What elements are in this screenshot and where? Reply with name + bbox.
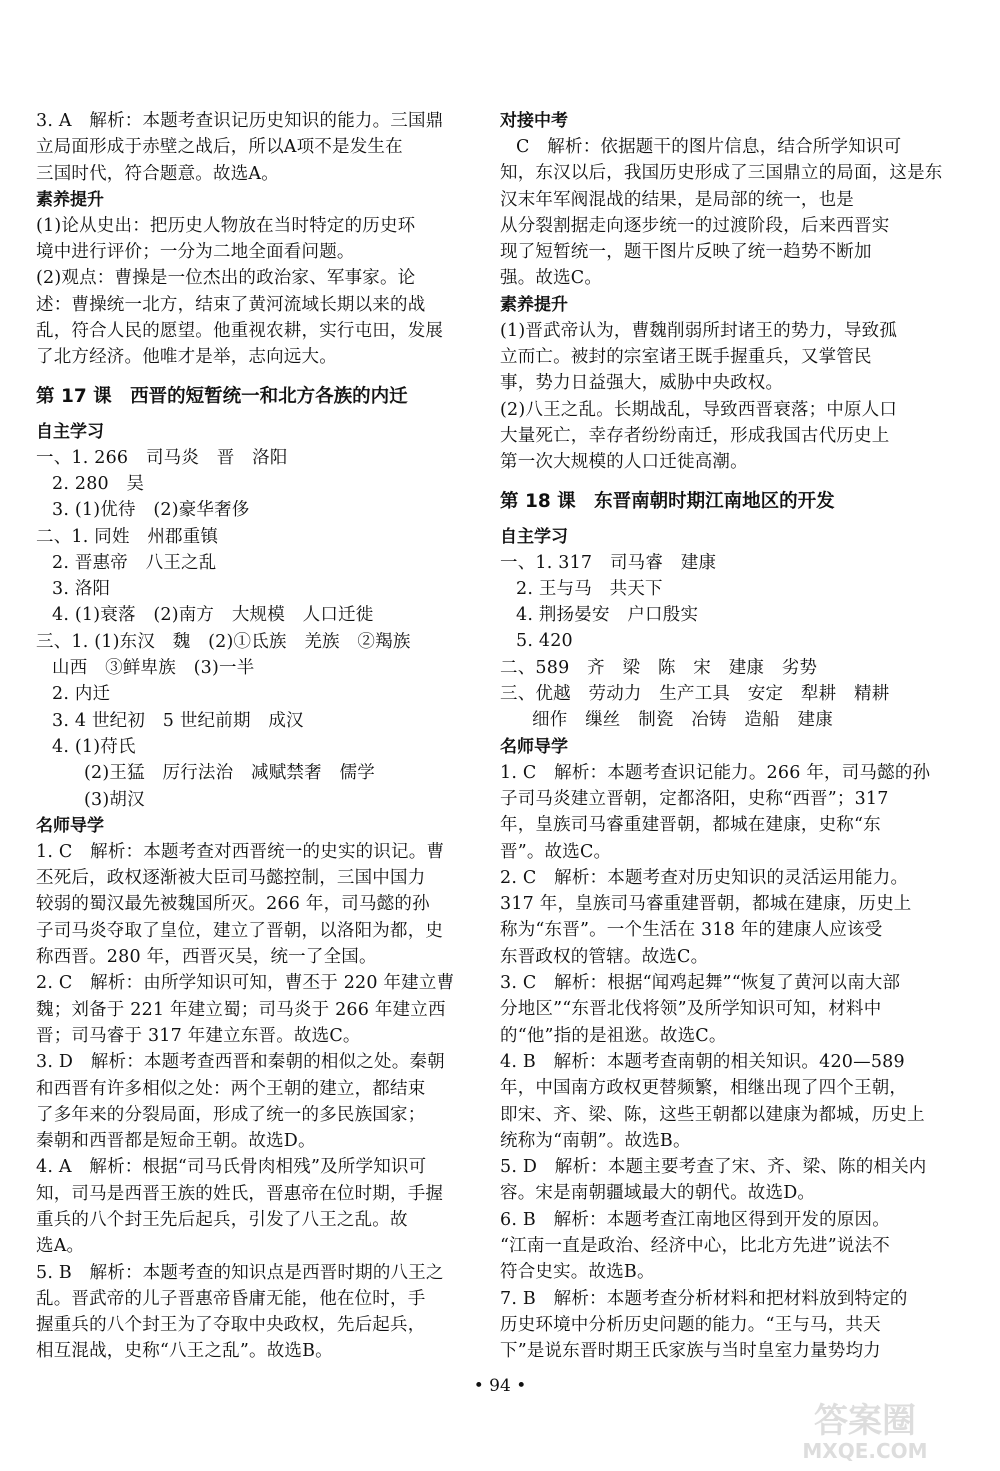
svg-text:MXQE.COM: MXQE.COM xyxy=(802,1439,928,1462)
section-heading-mingshi-right: 名师导学 xyxy=(500,736,568,757)
text-line: “江南一直是政治、经济中心，比北方先进”说法不 xyxy=(500,1235,890,1256)
text-line: 握重兵的八个封王为了夺取中央政权，先后起兵， xyxy=(36,1315,426,1336)
text-line: 4. A 解析：根据“司马氏骨肉相残”及所学知识可 xyxy=(36,1157,427,1178)
text-line: 重兵的八个封王先后起兵，引发了八王之乱。故 xyxy=(36,1209,408,1230)
text-line: 符合史实。故选B。 xyxy=(500,1262,655,1283)
text-line: 5. D 解析：本题主要考查了宋、齐、梁、陈的相关内 xyxy=(500,1157,927,1178)
text-line: 境中进行评价；一分为二地全面看问题。 xyxy=(36,242,355,263)
text-line: 选A。 xyxy=(36,1236,85,1257)
text-line: 一、1. 266 司马炎 晋 洛阳 xyxy=(36,447,288,468)
text-line: 山西 ③鲜卑族 (3)一半 xyxy=(52,658,255,679)
text-line: 三、优越 劳动力 生产工具 安定 犁耕 精耕 xyxy=(500,684,890,705)
text-line: 子司马炎夺取了皇位，建立了晋朝，以洛阳为都，史 xyxy=(36,920,444,941)
text-line: 晋；司马睿于 317 年建立东晋。故选C。 xyxy=(36,1025,361,1046)
duijie-block xyxy=(500,134,944,292)
text-line: 即宋、齐、梁、陈，这些王朝都以建康为都城，历史上 xyxy=(500,1104,925,1125)
text-line: 统称为“南朝”。故选B。 xyxy=(500,1130,691,1151)
text-line: 和西晋有许多相似之处：两个王朝的建立，都结束 xyxy=(36,1078,426,1099)
text-line: 细作 缫丝 制瓷 冶铸 造船 建康 xyxy=(532,710,833,731)
zizhu-block-right xyxy=(500,550,944,734)
section-heading-zizhu-right: 自主学习 xyxy=(500,526,568,547)
text-line: 317 年，皇族司马睿重建晋朝，都城在建康，历史上 xyxy=(500,894,912,915)
text-line: 子司马炎建立晋朝，定都洛阳，史称“西晋”；317 xyxy=(500,788,889,809)
text-line: 了多年来的分裂局面，形成了统一的多民族国家； xyxy=(36,1104,426,1125)
text-line: 知，司马是西晋王族的姓氏，晋惠帝在位时期，手握 xyxy=(36,1183,444,1204)
text-line: 4. 荆扬晏安 户口殷实 xyxy=(516,605,699,626)
text-line: 从分裂割据走向逐步统一的过渡阶段，后来西晋实 xyxy=(500,215,890,236)
text-line: (3)胡汉 xyxy=(84,789,145,810)
text-line: 称西晋。280 年，西晋灭吴，统一了全国。 xyxy=(36,947,377,968)
text-line: 历史环境中分析历史问题的能力。“王与马，共天 xyxy=(500,1314,881,1335)
text-line: 立局面形成于赤壁之战后，所以A项不是发生在 xyxy=(36,137,403,158)
text-line: 较弱的蜀汉最先被魏国所灭。266 年，司马懿的孙 xyxy=(36,894,430,915)
text-line: 大量死亡，幸存者纷纷南迁，形成我国古代历史上 xyxy=(500,425,890,446)
text-line: 丕死后，政权逐渐被大臣司马懿控制，三国中国力 xyxy=(36,868,426,889)
text-line: 述：曹操统一北方，结束了黄河流域长期以来的战 xyxy=(36,294,426,315)
text-line: 7. B 解析：本题考查分析材料和把材料放到特定的 xyxy=(500,1288,908,1309)
text-line: 分地区”“东晋北伐将领”及所学知识可知，材料中 xyxy=(500,999,882,1020)
lesson-17-title: 第 17 课 西晋的短暂统一和北方各族的内迁 xyxy=(36,385,408,407)
text-line: 第一次大规模的人口迁徙高潮。 xyxy=(500,452,748,473)
text-line: 秦朝和西晋都是短命王朝。故选D。 xyxy=(36,1131,316,1152)
text-line: 2. 280 吴 xyxy=(52,473,145,494)
text-line: 一、1. 317 司马睿 建康 xyxy=(500,552,717,573)
text-line: 三、1. (1)东汉 魏 (2)①氐族 羌族 ②羯族 xyxy=(36,631,411,652)
text-line: 5. 420 xyxy=(516,631,573,652)
text-line: 3. (1)优待 (2)豪华奢侈 xyxy=(52,500,250,521)
text-line: 2. C 解析：本题考查对历史知识的灵活运用能力。 xyxy=(500,867,909,888)
text-line: 晋”。故选C。 xyxy=(500,841,612,862)
text-line: 东晋政权的管辖。故选C。 xyxy=(500,946,709,967)
mingshi-block-right xyxy=(500,760,944,1365)
text-line: 3. A 解析：本题考查识记历史知识的能力。三国鼎 xyxy=(36,111,444,131)
section-heading-mingshi: 名师导学 xyxy=(36,815,104,836)
left-column xyxy=(36,108,468,1365)
text-line: 了北方经济。他唯才是举，志向远大。 xyxy=(36,347,337,368)
text-line: (1)论从史出：把历史人物放在当时特定的历史环 xyxy=(36,215,416,236)
text-line: 6. B 解析：本题考查江南地区得到开发的原因。 xyxy=(500,1209,890,1230)
text-line: (2)王猛 厉行法治 减赋禁奢 儒学 xyxy=(84,763,375,784)
text-line: 立而亡。被封的宗室诸王既手握重兵，又掌管民 xyxy=(500,347,872,368)
text-line: 4. (1)衰落 (2)南方 大规模 人口迁徙 xyxy=(52,605,374,626)
answer-block-3 xyxy=(36,108,468,187)
text-line: 二、589 齐 梁 陈 宋 建康 劣势 xyxy=(500,657,818,678)
suyang-block xyxy=(36,213,468,371)
lesson-18-title: 第 18 课 东晋南朝时期江南地区的开发 xyxy=(500,490,835,512)
text-line: 相互混战，史称“八王之乱”。故选B。 xyxy=(36,1341,333,1362)
section-heading-duijie: 对接中考 xyxy=(500,111,568,131)
text-line: 称为“东晋”。一个生活在 318 年的建康人应该受 xyxy=(500,920,883,941)
text-line: 三国时代，符合题意。故选A。 xyxy=(36,163,279,184)
text-line: 5. B 解析：本题考查的知识点是西晋时期的八王之 xyxy=(36,1262,444,1283)
mingshi-block xyxy=(36,839,468,1365)
text-line: C 解析：依据题干的图片信息，结合所学知识可 xyxy=(516,137,902,157)
right-column xyxy=(500,108,944,1364)
text-line: 4. (1)苻氏 xyxy=(52,736,136,757)
text-line: 二、1. 同姓 州郡重镇 xyxy=(36,526,219,547)
text-line: 3. D 解析：本题考查西晋和秦朝的相似之处。秦朝 xyxy=(36,1052,445,1073)
text-line: 2. C 解析：由所学知识可知，曹丕于 220 年建立曹 xyxy=(36,973,455,994)
text-line: 2. 内迁 xyxy=(52,684,111,705)
text-line: (2)观点：曹操是一位杰出的政治家、军事家。论 xyxy=(36,268,416,289)
text-line: 3. 4 世纪初 5 世纪前期 成汉 xyxy=(52,710,304,731)
text-line: 年，中国南方政权更替频繁，相继出现了四个王朝， xyxy=(500,1078,908,1099)
text-line: 乱。晋武帝的儿子晋惠帝昏庸无能，他在位时，手 xyxy=(36,1288,426,1309)
text-line: 魏；刘备于 221 年建立蜀；司马炎于 266 年建立西 xyxy=(36,999,446,1020)
text-line: 下”是说东晋时期王氏家族与当时皇室力量势均力 xyxy=(500,1341,881,1362)
watermark-logo xyxy=(760,1398,970,1462)
text-line: 2. 晋惠帝 八王之乱 xyxy=(52,552,217,573)
page-number: • 94 • xyxy=(473,1376,527,1396)
text-line: 1. C 解析：本题考查识记能力。266 年，司马懿的孙 xyxy=(500,762,931,783)
text-line: 的“他”指的是祖逖。故选C。 xyxy=(500,1025,727,1046)
text-line: (1)晋武帝认为，曹魏削弱所封诸王的势力，导致孤 xyxy=(500,320,898,341)
section-heading-zizhu: 自主学习 xyxy=(36,421,104,442)
text-line: 2. 王与马 共天下 xyxy=(516,578,663,599)
text-line: 容。宋是南朝疆域最大的朝代。故选D。 xyxy=(500,1183,816,1204)
text-line: 3. C 解析：根据“闻鸡起舞”“恢复了黄河以南大部 xyxy=(500,973,901,994)
suyang-block-right xyxy=(500,318,944,476)
section-heading-suyang: 素养提升 xyxy=(36,189,104,210)
text-line: (2)八王之乱。长期战乱，导致西晋衰落；中原人口 xyxy=(500,399,898,420)
text-line: 事，势力日益强大，威胁中央政权。 xyxy=(500,373,784,394)
text-line: 现了短暂统一，题干图片反映了统一趋势不断加 xyxy=(500,242,872,263)
text-line: 3. 洛阳 xyxy=(52,579,111,600)
text-line: 年，皇族司马睿重建晋朝，都城在建康，史称“东 xyxy=(500,815,881,836)
text-line: 乱，符合人民的愿望。他重视农耕，实行屯田，发展 xyxy=(36,321,444,342)
text-line: 强。故选C。 xyxy=(500,268,603,289)
svg-text:答案圈: 答案圈 xyxy=(814,1401,916,1441)
section-heading-suyang-right: 素养提升 xyxy=(500,294,568,315)
zizhu-block xyxy=(36,445,468,813)
text-line: 4. B 解析：本题考查南朝的相关知识。420—589 xyxy=(500,1051,905,1072)
text-line: 1. C 解析：本题考查对西晋统一的史实的识记。曹 xyxy=(36,841,445,862)
text-line: 知，东汉以后，我国历史形成了三国鼎立的局面，这是东 xyxy=(500,163,943,184)
text-line: 汉末年军阀混战的结果，是局部的统一，也是 xyxy=(500,189,854,210)
